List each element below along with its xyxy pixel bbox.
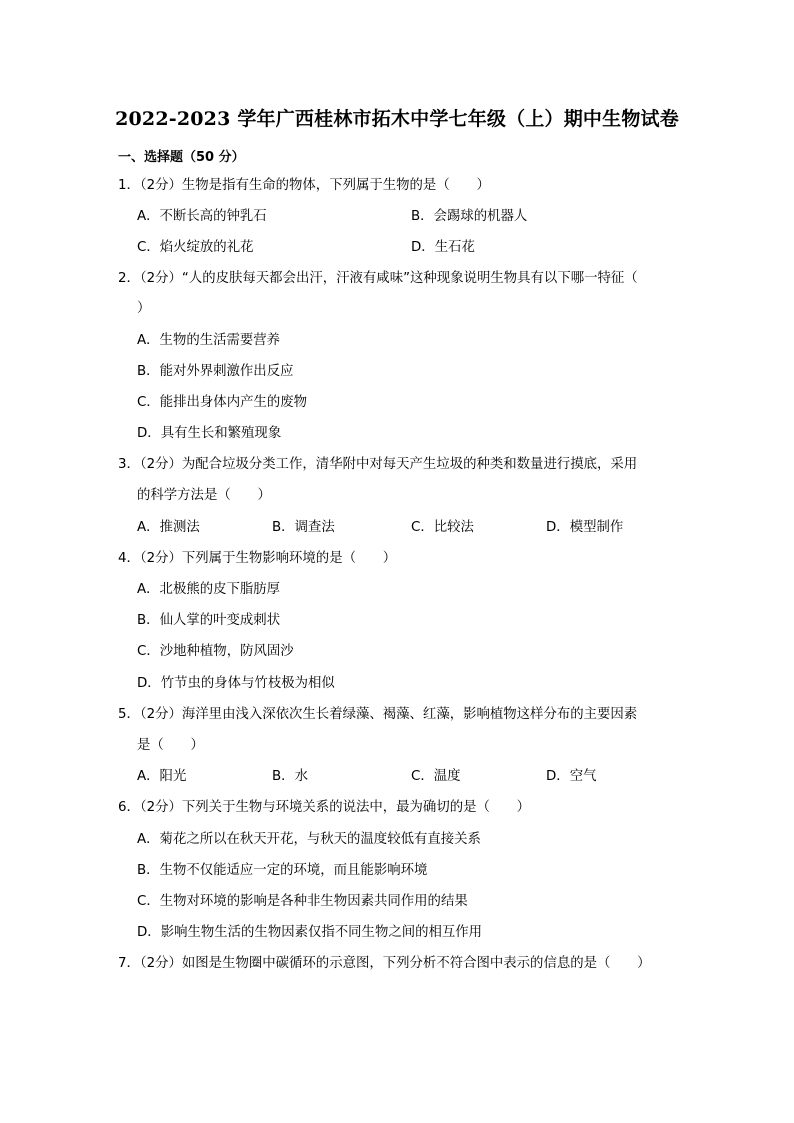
question-3-option-a: A．推测法 xyxy=(137,520,200,535)
question-6-option-b: B．生物不仅能适应一定的环境，而且能影响环境 xyxy=(137,863,428,878)
section-heading: 一、选择题（50 分） xyxy=(118,150,245,165)
question-2-option-c: C．能排出身体内产生的废物 xyxy=(137,395,308,410)
question-4-option-b: B．仙人掌的叶变成刺状 xyxy=(137,613,281,628)
question-6-option-c: C．生物对环境的影响是各种非生物因素共同作用的结果 xyxy=(137,894,468,909)
question-1-stem: 1．（2分）生物是指有生命的物体，下列属于生物的是（ ） xyxy=(118,178,490,193)
question-4-option-a: A．北极熊的皮下脂肪厚 xyxy=(137,582,281,597)
question-2-option-a: A．生物的生活需要营养 xyxy=(137,333,281,348)
question-1-option-c: C．焰火绽放的礼花 xyxy=(137,240,254,255)
question-3-option-c: C．比较法 xyxy=(411,520,474,535)
question-4-stem: 4．（2分）下列属于生物影响环境的是（ ） xyxy=(118,551,397,566)
question-4-option-c: C．沙地种植物，防风固沙 xyxy=(137,644,294,659)
question-5-option-c: C．温度 xyxy=(411,769,461,784)
question-1-option-b: B．会踢球的机器人 xyxy=(411,209,528,224)
exam-title: 2022-2023 学年广西桂林市拓木中学七年级（上）期中生物试卷 xyxy=(115,108,679,130)
question-3-stem-cont: 的科学方法是（ ） xyxy=(137,488,271,503)
question-4-option-d: D．竹节虫的身体与竹枝极为相似 xyxy=(137,676,335,691)
question-6-option-a: A．菊花之所以在秋天开花，与秋天的温度较低有直接关系 xyxy=(137,832,481,847)
question-3-option-b: B．调查法 xyxy=(272,520,335,535)
question-5-option-d: D．空气 xyxy=(546,769,597,784)
question-5-option-b: B．水 xyxy=(272,769,308,784)
question-2-option-d: D．具有生长和繁殖现象 xyxy=(137,426,282,441)
question-2-stem-cont: ） xyxy=(137,301,151,316)
question-3-stem: 3．（2分）为配合垃圾分类工作，清华附中对每天产生垃圾的种类和数量进行摸底，采用 xyxy=(118,457,638,472)
question-6-stem: 6．（2分）下列关于生物与环境关系的说法中，最为确切的是（ ） xyxy=(118,800,531,815)
question-2-stem: 2．（2分）“人的皮肤每天都会出汗，汗液有咸味”这种现象说明生物具有以下哪一特征（ xyxy=(118,271,638,286)
question-1-option-d: D．生石花 xyxy=(411,240,475,255)
question-7-stem: 7．（2分）如图是生物圈中碳循环的示意图，下列分析不符合图中表示的信息的是（ ） xyxy=(118,956,651,971)
question-5-stem-cont: 是（ ） xyxy=(137,738,204,753)
question-2-option-b: B．能对外界刺激作出反应 xyxy=(137,364,294,379)
question-6-option-d: D．影响生物生活的生物因素仅指不同生物之间的相互作用 xyxy=(137,925,483,940)
question-3-option-d: D．模型制作 xyxy=(546,520,624,535)
question-5-option-a: A．阳光 xyxy=(137,769,187,784)
question-5-stem: 5．（2分）海洋里由浅入深依次生长着绿藻、褐藻、红藻，影响植物这样分布的主要因素 xyxy=(118,707,638,722)
question-1-option-a: A．不断长高的钟乳石 xyxy=(137,209,267,224)
